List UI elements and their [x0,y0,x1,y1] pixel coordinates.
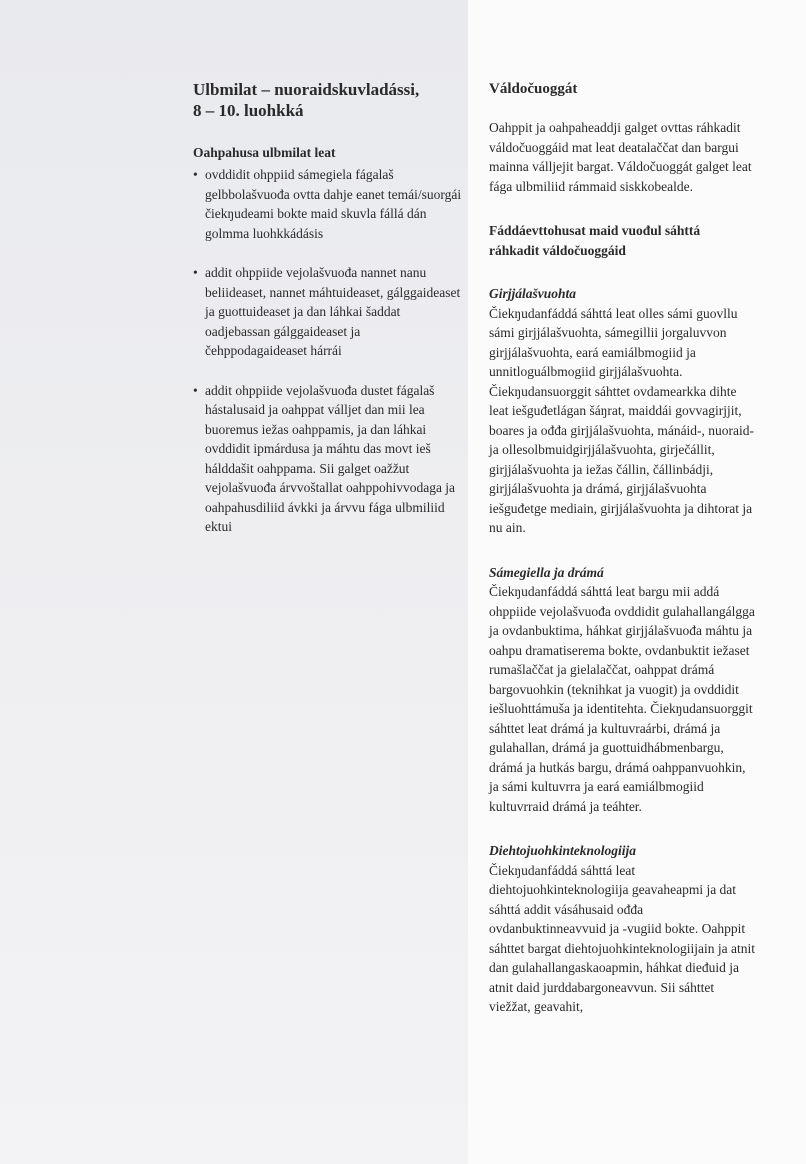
bullet-icon: • [193,382,198,398]
page-title-line-2: 8 – 10. luohkká [193,101,304,120]
topic-suggestions-heading [489,221,755,260]
section-ict [489,841,755,1017]
goal-text: addit ohppiide vejolašvuođa nannet nanu beliideaset, nannet máhtuideaset, gálggaideaset ja guottuideaset ja dan láhkai šaddat oadjebassan gálggaideaset ja čehppodagaideaset hárrái [205,265,461,358]
main-points-intro: Oahppit ja oahpaheaddji galget ovttas ráhkadit váldočuoggáid mat leat deatalaččat dan bargui mainna válljejit bargat. Váldočuoggát galget leat fága ulbmiliid rámmaid siskkobealde. [489,120,752,194]
topic-suggestions-heading-line-1: Fáddáevttohusat maid vuođul sáhttá [489,223,701,238]
right-column [489,79,755,1042]
goal-text: ovddidit ohppiid sámegiela fágalaš gelbbolašvuođa ovtta dahje eanet temái/suorgái čiekŋudeami bokte maid skuvla fállá dán golmma luohkkádásis [205,167,462,241]
goal-item [193,263,463,361]
section-heading: Diehtojuohkinteknologiija [489,843,637,858]
left-column [193,79,463,557]
section-text: Čiekŋudanfáddá sáhttá leat diehtojuohkinteknologiija geavaheapmi ja dat sáhttá addit vásáhusaid ođđa ovdanbuktinneavvuid ja -vugiid bokte. Oahppit sáhttet bargat diehtojuohkinteknologiijain ja atnit dan gulahallangaskaoapmin, háhkat dieđuid ja atnit daid jurddabargoneavvun. Sii sáhttet viežžat, geavahit, [489,862,755,1014]
page-title [193,79,463,121]
goal-item [193,165,463,243]
section-heading: Girjjálašvuohta [489,286,577,301]
main-points-title: Váldočuoggát [489,81,578,97]
goal-text: addit ohppiide vejolašvuođa dustet fágalaš hástalusaid ja oahppat válljet dan mii lea buoremus iežas oahppamis, ja dan láhkai ovddidit ipmárdusa ja máhtu das movt ieš hálddašit oahppama. Sii galget oažžut vejolašvuođa árvvoštallat oahppohivvodaga ja oahpahusdiliid ávkki ja árvvu fága ulbmiliid ektui [205,382,456,534]
topic-suggestions-heading-line-2: ráhkadit váldočuoggáid [489,242,626,258]
page-title-line-1: Ulbmilat – nuoraidskuvladássi, [193,80,420,99]
section-literature [489,284,755,538]
goal-item [193,381,463,537]
section-text: Čiekŋudanfáddá sáhttá leat bargu mii addá ohppiide vejolašvuođa ovddidit gulahallangálgga ja ovdanbuktima, háhkat girjjálašvuođa máhtu ja oahpu dramatiserema bokte, ovdanbuktit iežaset rumašlaččat ja gielalaččat, oahppat drámá bargovuohkin (teknihkat ja vuogit) ja ovddidit iešluohttámuša ja identitehta. Čiekŋudansuorggit sáhttet leat drámá ja kultuvraárbi, drámá ja gulahallan, drámá ja guottuidhábmenbargu, drámá ja hutkás bargu, drámá oahppanvuohkin, ja sámi kultuvrra ja eará eamiálbmogiid kultuvrraid drámá ja teáhter. [489,584,755,814]
section-heading: Sámegiella ja drámá [489,564,604,580]
section-language-drama [489,563,755,817]
section-text: Čiekŋudanfáddá sáhttá leat olles sámi guovllu sámi girjjálašvuohta, sámegillii jorgaluvvon girjjálašvuohta, eará eamiálbmogiid ja unnitloguálbmogiid girjjálašvuohta. Čiekŋudansuorggit sáhttet ovdamearkka dihte leat iešguđetlágan šáŋrat, maiddái govvagirjjit, boares ja ođđa girjjálašvuohta, mánáid-, nuoraid- ja ollesolbmuidgirjjálašvuohta, girječállit, girjjálašvuohta ja iežas čállin, čállinbádji, girjjálašvuohta ja drámá, girjjálašvuohta iešguđetge mediain, girjjálašvuohta ja dihtorat ja nu ain. [489,305,755,535]
goals-list [193,165,463,537]
bullet-icon: • [193,265,198,280]
bullet-icon: • [193,167,198,182]
goals-subheading: Oahpahusa ulbmilat leat [193,145,336,160]
